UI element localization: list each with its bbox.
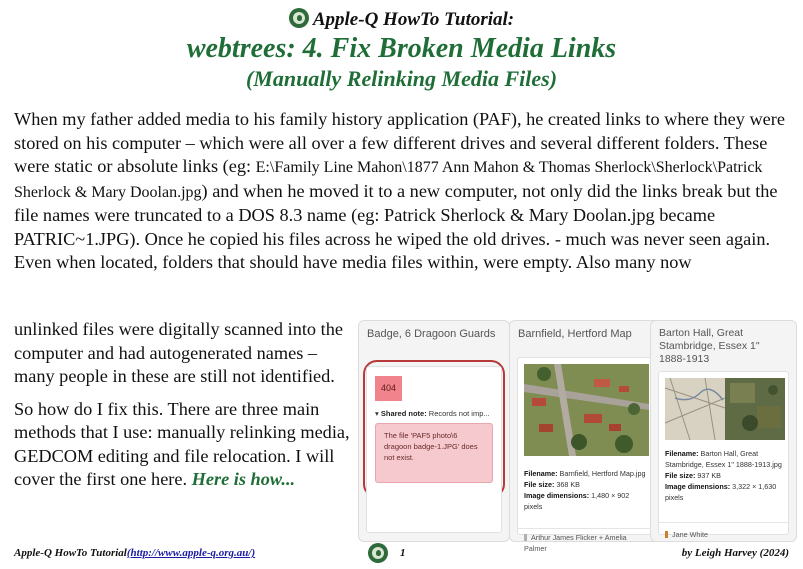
filesize-label: File size:: [524, 480, 555, 489]
footer-credit: [14, 547, 255, 559]
filesize-label: File size:: [665, 471, 696, 480]
card-divider: [518, 528, 652, 529]
intro-text-2: ) and when he moved it to a new computer, not only did the links break but the file names were truncated to a DOS 8.3 name (eg: Patrick Sherlock & Mary Doolan.jpg became PATRIC~1.JPG). Once he copied his files across he wiped the old drives. - much was never seen again. Even when located, folders that should have media files within, were empty. Also many now: [14, 180, 778, 272]
media-card-broken[interactable]: [358, 320, 510, 542]
card-title: Barnfield, Hertford Map: [518, 328, 632, 340]
filename-value: Barnfield, Hertford Map.jpg: [557, 469, 646, 478]
error-message: The file 'PAF5 photo\6 dragoon badge-1.JPG' does not exist.: [375, 423, 493, 483]
page-subtitle: (Manually Relinking Media Files): [245, 66, 558, 91]
media-card-barton-hall[interactable]: [650, 320, 797, 542]
filename-value: Barton Hall, Great Stambridge, Essex 1" 1888-1913.jpg: [665, 449, 782, 469]
card-title: Barton Hall, Great Stambridge, Essex 1" 1888-1913: [659, 327, 760, 365]
intro-text-1: When my father added media to his family history application (PAF), he created links to where they were stored on his computer – which were all over a few different drives and several different folders. These were static or absolute links (eg:: [14, 109, 785, 176]
left-para-2: [14, 398, 354, 492]
filesize-value: 937 KB: [695, 471, 721, 480]
left-para-1: unlinked files were digitally scanned into the computer and had autogenerated names – many people in these are still not identified.: [14, 319, 343, 386]
intro-path: E:\Family Line Mahon\1877 Ann Mahon & Thomas Sherlock\Sherlock\Patrick Sherlock & Mary Doolan.jpg: [14, 159, 763, 201]
dims-label: Image dimensions:: [665, 482, 731, 491]
intro-paragraph: [14, 108, 792, 275]
map-thumbnail[interactable]: [665, 378, 782, 440]
card-body: [517, 357, 653, 553]
filename-label: Filename:: [665, 449, 699, 458]
linked-person-name[interactable]: Jane White: [672, 530, 708, 539]
media-card-barnfield[interactable]: [509, 320, 661, 553]
person-icon: [524, 534, 527, 541]
brand-line: [0, 8, 803, 31]
howto-link[interactable]: Here is how...: [191, 469, 296, 489]
filesize-value: 368 KB: [554, 480, 580, 489]
404-badge: 404: [375, 376, 402, 401]
media-metadata: [524, 468, 646, 512]
shared-note-text: Records not imp...: [426, 409, 490, 418]
apple-q-logo-icon: [289, 8, 309, 28]
page-header: [0, 8, 803, 92]
card-divider: [659, 522, 788, 523]
footer-author: by Leigh Harvey (2024): [681, 547, 789, 559]
brand-text: Apple-Q HowTo Tutorial:: [312, 9, 515, 30]
page-number: 1: [400, 547, 406, 559]
card-body: [366, 366, 502, 533]
dims-label: Image dimensions:: [524, 491, 590, 500]
footer-site-link[interactable]: (http://www.apple-q.org.au/): [126, 547, 256, 559]
linked-person[interactable]: [665, 529, 782, 540]
footer-logo-icon: [368, 543, 390, 563]
map-thumbnail[interactable]: [524, 364, 646, 456]
shared-note: ▾ Shared note: Records not imp...: [375, 409, 490, 418]
media-metadata: [665, 448, 782, 503]
linked-person-name[interactable]: Arthur James Flicker + Amelia Palmer: [524, 533, 627, 553]
left-column: [14, 318, 354, 492]
card-title: Badge, 6 Dragoon Guards: [367, 328, 496, 340]
person-icon: [665, 531, 668, 538]
left-para-2-text: So how do I fix this. There are three main methods that I use: manually relinking media, GEDCOM editing and file relocation. I will cover the first one here.: [14, 398, 350, 489]
dims-value: 1,480 × 902 pixels: [524, 491, 630, 511]
dims-value: 3,322 × 1,630 pixels: [665, 482, 777, 502]
card-body: [658, 371, 789, 539]
page-title: webtrees: 4. Fix Broken Media Links: [186, 33, 617, 64]
footer-site-name: Apple-Q HowTo Tutorial: [14, 547, 127, 559]
shared-note-label: Shared note:: [380, 409, 427, 418]
filename-label: Filename:: [524, 469, 558, 478]
page-footer: [0, 543, 803, 563]
